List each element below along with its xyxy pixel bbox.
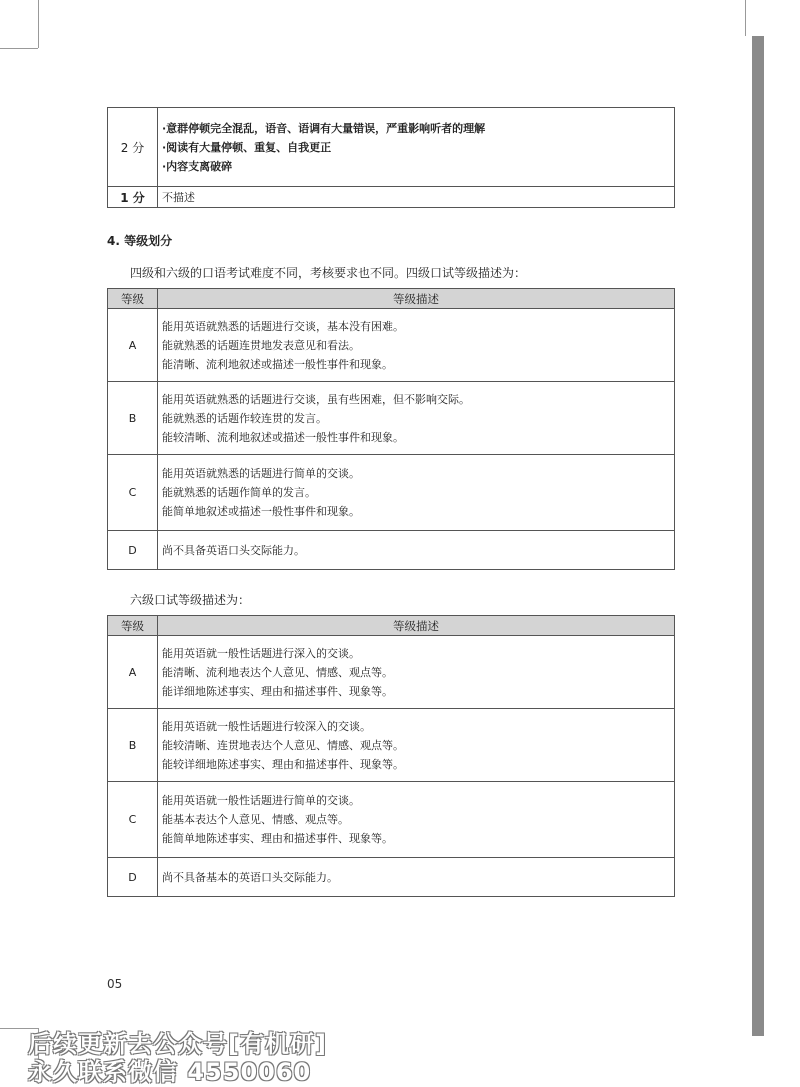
grade-cell: B [108, 382, 158, 455]
desc-line: ·意群停顿完全混乱，语音、语调有大量错误，严重影响听者的理解 [162, 121, 486, 135]
desc-line: ·内容支离破碎 [162, 159, 233, 173]
grade-desc-cell [158, 531, 675, 570]
grade-cell: B [108, 709, 158, 782]
desc-line: 能用英语就一般性话题进行深入的交谈。 [162, 646, 360, 660]
grade-desc-cell [158, 309, 675, 382]
crop-mark [745, 0, 746, 36]
table-row [108, 709, 675, 782]
grade-cell: A [108, 636, 158, 709]
table-header-row [108, 289, 675, 309]
page-edge-bar [752, 36, 764, 1036]
desc-line: 不描述 [162, 190, 195, 204]
desc-line: 能就熟悉的话题连贯地发表意见和看法。 [162, 338, 360, 352]
table-row [108, 187, 675, 208]
table-row [108, 455, 675, 531]
desc-line: 尚不具备基本的英语口头交际能力。 [162, 870, 338, 884]
crop-mark [38, 0, 39, 48]
desc-line: 能用英语就熟悉的话题进行简单的交谈。 [162, 467, 360, 480]
header-grade: 等级 [108, 616, 158, 636]
desc-line: 能清晰、流利地叙述或描述一般性事件和现象。 [162, 357, 393, 371]
score-cell: 2 分 [108, 108, 158, 187]
table-row [108, 108, 675, 187]
score-cell: 1 分 [108, 187, 158, 208]
desc-line: 能就熟悉的话题作较连贯的发言。 [162, 411, 327, 425]
desc-line: 能较清晰、连贯地表达个人意见、情感、观点等。 [162, 738, 404, 752]
header-desc: 等级描述 [158, 289, 675, 309]
desc-line: 能基本表达个人意见、情感、观点等。 [162, 813, 349, 826]
desc-line: 能就熟悉的话题作简单的发言。 [162, 486, 316, 499]
grade-desc-cell [158, 382, 675, 455]
grade-desc-cell [158, 709, 675, 782]
header-grade: 等级 [108, 289, 158, 309]
desc-line: 能简单地陈述事实、理由和描述事件、现象等。 [162, 832, 393, 845]
table-row [108, 382, 675, 455]
grade-cell: D [108, 858, 158, 897]
desc-line: 能用英语就熟悉的话题进行交谈，虽有些困难，但不影响交际。 [162, 392, 470, 406]
desc-line: 能简单地叙述或描述一般性事件和现象。 [162, 505, 360, 518]
desc-line: ·阅读有大量停顿、重复、自我更正 [162, 140, 332, 154]
table-header-row [108, 616, 675, 636]
desc-line: 能用英语就熟悉的话题进行交谈，基本没有困难。 [162, 319, 404, 333]
desc-line: 能详细地陈述事实、理由和描述事件、现象等。 [162, 684, 393, 698]
score-table [107, 107, 675, 208]
crop-mark [0, 48, 38, 49]
page-number: 05 [107, 977, 123, 991]
desc-line: 能较清晰、流利地叙述或描述一般性事件和现象。 [162, 430, 404, 444]
desc-line: 能清晰、流利地表达个人意见、情感、观点等。 [162, 665, 393, 679]
table-row [108, 636, 675, 709]
grade-cell: C [108, 455, 158, 531]
desc-line: 能用英语就一般性话题进行较深入的交谈。 [162, 719, 371, 733]
cet6-intro: 六级口试等级描述为： [130, 593, 251, 607]
score-desc-cell [158, 108, 675, 187]
desc-line: 尚不具备英语口头交际能力。 [162, 543, 305, 557]
cet6-grade-table [107, 615, 675, 897]
grade-desc-cell [158, 858, 675, 897]
table-row [108, 309, 675, 382]
header-desc: 等级描述 [158, 616, 675, 636]
table-row [108, 858, 675, 897]
table-row [108, 531, 675, 570]
table-row [108, 782, 675, 858]
watermark-line-1: 后续更新去公众号[有机研] [28, 1030, 327, 1058]
grade-desc-cell [158, 636, 675, 709]
section-heading: 4. 等级划分 [107, 234, 173, 248]
grade-cell: C [108, 782, 158, 858]
score-desc-cell [158, 187, 675, 208]
cet4-intro: 四级和六级的口语考试难度不同，考核要求也不同。四级口试等级描述为： [130, 266, 527, 280]
grade-cell: A [108, 309, 158, 382]
watermark-line-2: 永久联系微信 4550060 [28, 1058, 312, 1086]
desc-line: 能较详细地陈述事实、理由和描述事件、现象等。 [162, 757, 404, 771]
cet4-grade-table [107, 288, 675, 570]
grade-desc-cell [158, 782, 675, 858]
desc-line: 能用英语就一般性话题进行简单的交谈。 [162, 794, 360, 807]
grade-cell: D [108, 531, 158, 570]
grade-desc-cell [158, 455, 675, 531]
